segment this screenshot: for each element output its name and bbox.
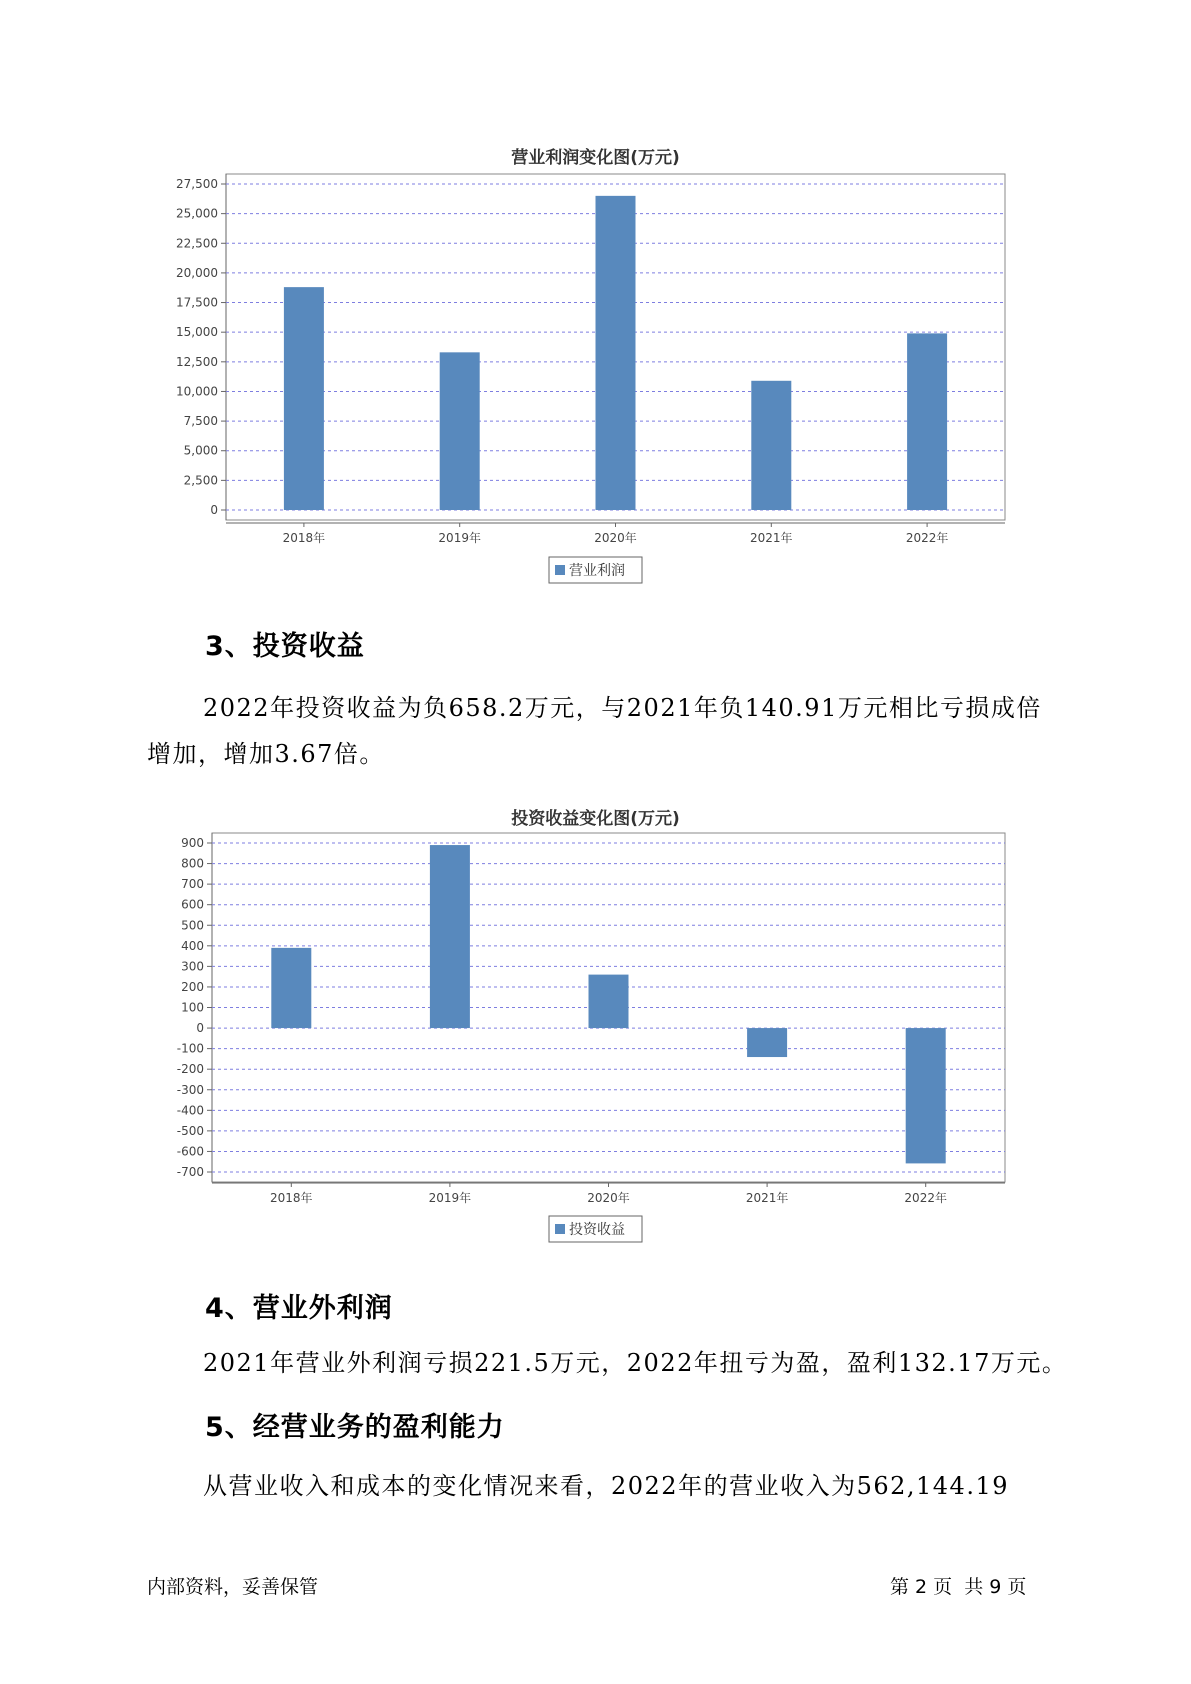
y-tick-label: 25,000 xyxy=(176,206,218,221)
y-tick-label: -200 xyxy=(176,1062,204,1077)
y-tick-label: 500 xyxy=(181,918,204,933)
y-tick-label: -400 xyxy=(176,1103,204,1118)
x-tick-label: 2019年 xyxy=(438,531,481,545)
x-tick-label: 2021年 xyxy=(750,531,793,545)
section-3-paragraph-line2: 增加，增加3.67倍。 xyxy=(147,740,385,768)
y-tick-label: 400 xyxy=(181,938,204,953)
x-tick-label: 2022年 xyxy=(904,1191,947,1205)
y-tick-label: -500 xyxy=(176,1123,204,1138)
x-tick-label: 2022年 xyxy=(905,531,949,545)
y-tick-label: 2,500 xyxy=(183,473,218,488)
y-tick-label: -700 xyxy=(176,1165,204,1179)
y-tick-label: 0 xyxy=(196,1021,204,1036)
bar xyxy=(906,1028,946,1163)
chart-title-operating-profit: 营业利润变化图(万元) xyxy=(511,148,680,168)
x-tick-label: 2019年 xyxy=(428,1191,472,1205)
section-5-heading: 5、经营业务的盈利能力 xyxy=(205,1412,505,1443)
y-tick-label: 0 xyxy=(210,503,218,517)
x-tick-label: 2020年 xyxy=(587,1191,630,1205)
x-tick-label: 2018年 xyxy=(270,1191,313,1205)
y-tick-label: -100 xyxy=(176,1041,204,1056)
section-3-paragraph-line1: 2022年投资收益为负658.2万元，与2021年负140.91万元相比亏损成倍 xyxy=(203,694,1042,722)
y-tick-label: 5,000 xyxy=(183,443,218,458)
y-tick-label: 900 xyxy=(181,836,204,850)
chart-title-investment-income: 投资收益变化图(万元) xyxy=(511,809,680,829)
section-3-heading: 3、投资收益 xyxy=(205,631,365,662)
legend-swatch xyxy=(555,1224,565,1234)
y-tick-label: 600 xyxy=(181,897,204,912)
y-tick-label: 800 xyxy=(181,856,204,871)
y-tick-label: 12,500 xyxy=(176,354,218,369)
y-tick-label: 20,000 xyxy=(176,265,218,280)
section-5-paragraph: 从营业收入和成本的变化情况来看，2022年的营业收入为562,144.19 xyxy=(203,1472,1009,1500)
y-tick-label: 22,500 xyxy=(176,236,218,251)
y-tick-label: 300 xyxy=(181,959,204,974)
y-tick-label: 15,000 xyxy=(176,325,218,340)
bar xyxy=(589,975,629,1028)
y-tick-label: 100 xyxy=(181,1000,204,1015)
y-tick-label: 200 xyxy=(181,979,204,994)
x-tick-label: 2021年 xyxy=(745,1191,789,1205)
y-tick-label: -300 xyxy=(176,1082,204,1097)
bar xyxy=(271,948,311,1028)
y-tick-label: 10,000 xyxy=(176,384,218,399)
y-tick-label: 17,500 xyxy=(176,295,218,310)
y-tick-label: 7,500 xyxy=(183,414,218,429)
legend-label: 营业利润 xyxy=(569,563,625,579)
footer-page-number: 第 2 页 共 9 页 xyxy=(890,1576,1027,1598)
legend-label: 投资收益 xyxy=(569,1222,625,1238)
bar xyxy=(747,1028,787,1057)
y-tick-label: -600 xyxy=(176,1144,204,1159)
x-tick-label: 2018年 xyxy=(282,531,326,545)
y-tick-label: 700 xyxy=(181,877,204,892)
footer-confidential-note: 内部资料，妥善保管 xyxy=(147,1576,319,1598)
bar xyxy=(430,845,470,1028)
y-tick-label: 27,500 xyxy=(176,177,218,191)
section-4-heading: 4、营业外利润 xyxy=(205,1293,393,1324)
x-tick-label: 2020年 xyxy=(594,531,637,545)
section-4-paragraph: 2021年营业外利润亏损221.5万元，2022年扭亏为盈，盈利132.17万元。 xyxy=(203,1349,1068,1377)
